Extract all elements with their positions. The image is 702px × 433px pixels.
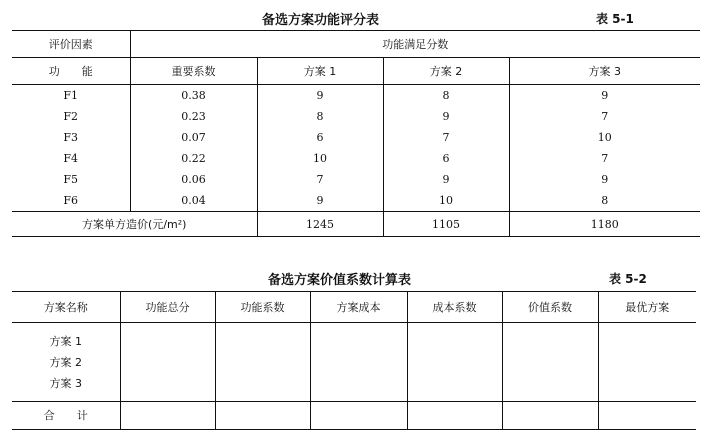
header-function: 功 能	[12, 58, 130, 85]
function-cell: F1	[12, 85, 130, 107]
empty-cell	[407, 323, 502, 402]
header-function-coef: 功能系数	[215, 292, 310, 323]
table2-plans-row	[12, 323, 696, 402]
table2-total-row	[12, 402, 696, 430]
plan3-cell: 9	[601, 89, 609, 102]
empty-cell	[215, 323, 310, 402]
plan3-cell: 10	[597, 131, 612, 144]
table-row	[12, 148, 700, 169]
empty-cell	[502, 323, 598, 402]
header-score: 功能满足分数	[130, 31, 700, 58]
plan-name-cell	[12, 323, 120, 402]
table1-header-row-1	[12, 31, 700, 58]
total-label: 合 计	[12, 402, 120, 430]
cost-row	[12, 212, 700, 237]
function-score-table	[12, 30, 700, 237]
plan3-cell: 7	[601, 152, 609, 165]
cost-label: 方案单方造价(元/m²)	[12, 212, 257, 237]
header-cost-coef: 成本系数	[407, 292, 502, 323]
empty-cell	[215, 402, 310, 430]
table-row	[12, 85, 700, 107]
function-cell: F2	[12, 106, 130, 127]
cost-plan1: 1245	[257, 212, 383, 237]
table1-tag: 表 5-1	[596, 12, 634, 26]
header-plan2: 方案 2	[383, 58, 509, 85]
plan2-cell: 10	[383, 190, 509, 212]
header-plan-cost: 方案成本	[310, 292, 407, 323]
header-weight: 重要系数	[130, 58, 257, 85]
table1-title: 备选方案功能评分表	[262, 13, 380, 28]
plan3-cell: 9	[601, 173, 609, 186]
header-plan1: 方案 1	[257, 58, 383, 85]
weight-cell: 0.06	[130, 169, 257, 190]
header-optimal-plan: 最优方案	[598, 292, 696, 323]
empty-cell	[502, 402, 598, 430]
plan3-cell: 8	[601, 194, 609, 207]
value-coefficient-table	[12, 291, 696, 430]
plan2-cell: 9	[383, 169, 509, 190]
plan1-cell: 9	[257, 190, 383, 212]
plan3-cell: 7	[601, 110, 609, 123]
cost-plan2: 1105	[383, 212, 509, 237]
weight-cell: 0.04	[130, 190, 257, 212]
plan2-label: 方案 2	[49, 355, 82, 369]
weight-cell: 0.22	[130, 148, 257, 169]
plan2-cell: 8	[383, 85, 509, 107]
table1-header-row-2	[12, 58, 700, 85]
plan2-cell: 7	[383, 127, 509, 148]
plan3-label: 方案 3	[49, 376, 82, 390]
empty-cell	[310, 402, 407, 430]
empty-cell	[120, 402, 215, 430]
plan1-cell: 8	[257, 106, 383, 127]
cost-plan3: 1180	[509, 212, 700, 237]
table-row	[12, 169, 700, 190]
plan1-cell: 10	[257, 148, 383, 169]
empty-cell	[310, 323, 407, 402]
empty-cell	[407, 402, 502, 430]
table2-tag: 表 5-2	[609, 272, 647, 286]
weight-cell: 0.07	[130, 127, 257, 148]
header-plan3: 方案 3	[509, 58, 700, 85]
plan2-cell: 6	[383, 148, 509, 169]
table2-title: 备选方案价值系数计算表	[268, 273, 412, 288]
empty-cell	[120, 323, 215, 402]
table2-header-row	[12, 292, 696, 323]
weight-cell: 0.23	[130, 106, 257, 127]
function-cell: F4	[12, 148, 130, 169]
header-function-total: 功能总分	[120, 292, 215, 323]
empty-cell	[598, 402, 696, 430]
table-row	[12, 106, 700, 127]
header-value-coef: 价值系数	[502, 292, 598, 323]
plan1-label: 方案 1	[49, 334, 82, 348]
function-cell: F5	[12, 169, 130, 190]
empty-cell	[598, 323, 696, 402]
plan1-cell: 9	[257, 85, 383, 107]
plan1-cell: 6	[257, 127, 383, 148]
weight-cell: 0.38	[130, 85, 257, 107]
header-plan-name: 方案名称	[12, 292, 120, 323]
header-factor: 评价因素	[12, 31, 130, 58]
plan1-cell: 7	[257, 169, 383, 190]
table-row	[12, 127, 700, 148]
plan2-cell: 9	[383, 106, 509, 127]
table-row	[12, 190, 700, 212]
function-cell: F6	[12, 190, 130, 212]
function-cell: F3	[12, 127, 130, 148]
